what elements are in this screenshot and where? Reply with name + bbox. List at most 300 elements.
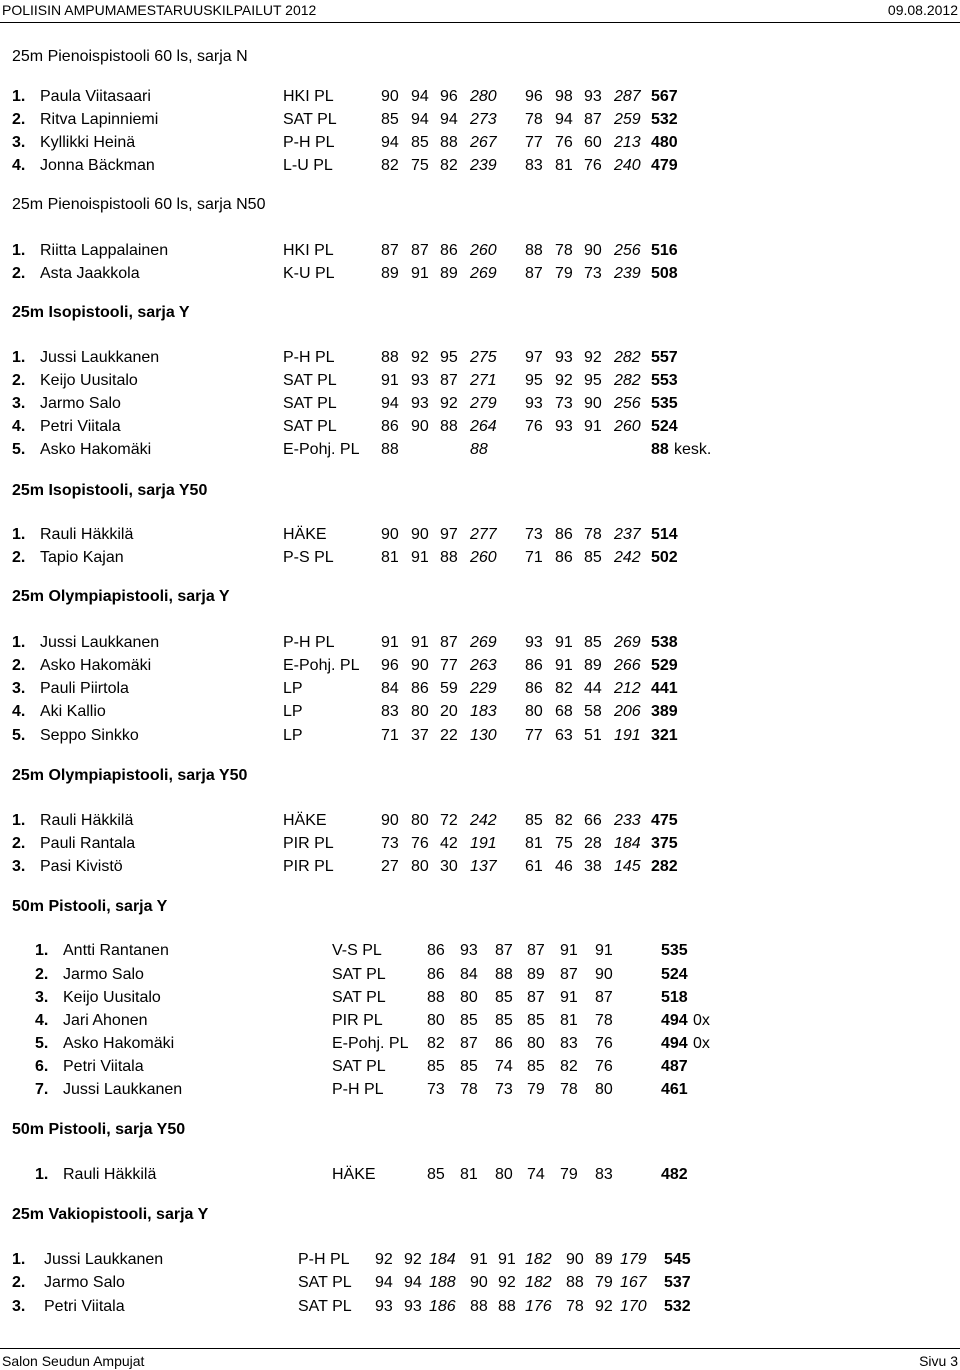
club: PIR PL	[332, 1012, 383, 1029]
total-score: 375	[651, 835, 678, 852]
section-title: 25m Olympiapistooli, sarja Y50	[12, 767, 248, 784]
series-score: 94	[404, 1274, 422, 1291]
series-score: 80	[427, 1012, 445, 1029]
subtotal: 273	[470, 111, 497, 128]
series-score: 81	[460, 1166, 478, 1183]
shooter-name: Asko Hakomäki	[40, 441, 152, 458]
series-score: 71	[525, 549, 543, 566]
series-score: 94	[411, 88, 429, 105]
series-score: 91	[411, 634, 429, 651]
series-score: 91	[498, 1251, 516, 1268]
series-score: 87	[584, 111, 602, 128]
series-score: 95	[440, 349, 458, 366]
series-score: 42	[440, 835, 458, 852]
series-score: 27	[381, 858, 399, 875]
series-score: 88	[440, 134, 458, 151]
series-score: 88	[381, 441, 399, 458]
score-note: 0x	[693, 1035, 710, 1052]
series-score: 90	[470, 1274, 488, 1291]
series-score: 91	[555, 657, 573, 674]
series-score: 86	[427, 942, 445, 959]
shooter-name: Tapio Kajan	[40, 549, 124, 566]
total-score: 529	[651, 657, 678, 674]
series-score: 92	[498, 1274, 516, 1291]
series-score: 68	[555, 703, 573, 720]
series-score: 82	[555, 680, 573, 697]
series-score: 66	[584, 812, 602, 829]
subtotal: 269	[614, 634, 641, 651]
series-score: 89	[440, 265, 458, 282]
subtotal: 88	[470, 441, 488, 458]
rank: 3.	[12, 1298, 26, 1315]
rank: 3.	[12, 680, 26, 697]
series-score: 96	[440, 88, 458, 105]
shooter-name: Jarmo Salo	[40, 395, 121, 412]
series-score: 82	[560, 1058, 578, 1075]
shooter-name: Petri Viitala	[44, 1298, 125, 1315]
series-score: 79	[527, 1081, 545, 1098]
series-score: 87	[595, 989, 613, 1006]
club: PIR PL	[283, 835, 334, 852]
series-score: 78	[525, 111, 543, 128]
series-score: 91	[381, 634, 399, 651]
club: PIR PL	[283, 858, 334, 875]
event-title: POLIISIN AMPUMAMESTARUUSKILPAILUT 2012	[2, 2, 317, 18]
series-score: 87	[440, 634, 458, 651]
subtotal: 184	[614, 835, 641, 852]
series-score: 60	[584, 134, 602, 151]
subtotal: 170	[620, 1298, 647, 1315]
club: SAT PL	[332, 1058, 386, 1075]
shooter-name: Keijo Uusitalo	[63, 989, 161, 1006]
subtotal: 184	[429, 1251, 456, 1268]
club: SAT PL	[283, 395, 337, 412]
series-score: 85	[527, 1012, 545, 1029]
series-score: 90	[411, 526, 429, 543]
series-score: 90	[411, 418, 429, 435]
series-score: 93	[411, 395, 429, 412]
subtotal: 239	[470, 157, 497, 174]
section-title: 50m Pistooli, sarja Y50	[12, 1121, 186, 1138]
rank: 1.	[12, 1251, 26, 1268]
subtotal: 229	[470, 680, 497, 697]
series-score: 88	[440, 418, 458, 435]
series-score: 46	[555, 858, 573, 875]
shooter-name: Paula Viitasaari	[40, 88, 151, 105]
series-score: 88	[498, 1298, 516, 1315]
shooter-name: Jonna Bäckman	[40, 157, 155, 174]
series-score: 94	[381, 134, 399, 151]
series-score: 73	[381, 835, 399, 852]
series-score: 92	[584, 349, 602, 366]
rank: 1.	[12, 242, 26, 259]
series-score: 92	[375, 1251, 393, 1268]
series-score: 74	[495, 1058, 513, 1075]
series-score: 91	[411, 549, 429, 566]
series-score: 90	[584, 242, 602, 259]
rank: 4.	[12, 703, 26, 720]
subtotal: 242	[470, 812, 497, 829]
subtotal: 266	[614, 657, 641, 674]
series-score: 89	[381, 265, 399, 282]
series-score: 90	[566, 1251, 584, 1268]
total-score: 535	[661, 942, 688, 959]
series-score: 88	[525, 242, 543, 259]
series-score: 85	[584, 634, 602, 651]
shooter-name: Rauli Häkkilä	[40, 526, 134, 543]
series-score: 28	[584, 835, 602, 852]
series-score: 85	[381, 111, 399, 128]
subtotal: 242	[614, 549, 641, 566]
series-score: 80	[525, 703, 543, 720]
club: E-Pohj. PL	[283, 441, 360, 458]
section-title: 25m Isopistooli, sarja Y	[12, 304, 190, 321]
subtotal: 233	[614, 812, 641, 829]
shooter-name: Rauli Häkkilä	[63, 1166, 157, 1183]
series-score: 94	[440, 111, 458, 128]
club: LP	[283, 680, 303, 697]
club: P-H PL	[298, 1251, 350, 1268]
subtotal: 191	[614, 727, 641, 744]
subtotal: 259	[614, 111, 641, 128]
rank: 1.	[35, 1166, 49, 1183]
subtotal: 282	[614, 349, 641, 366]
series-score: 89	[527, 966, 545, 983]
shooter-name: Rauli Häkkilä	[40, 812, 134, 829]
series-score: 88	[566, 1274, 584, 1291]
club: E-Pohj. PL	[332, 1035, 409, 1052]
total-score: 479	[651, 157, 678, 174]
section-title: 25m Olympiapistooli, sarja Y	[12, 588, 230, 605]
subtotal: 188	[429, 1274, 456, 1291]
total-score: 441	[651, 680, 678, 697]
series-score: 78	[584, 526, 602, 543]
series-score: 81	[381, 549, 399, 566]
series-score: 93	[555, 418, 573, 435]
series-score: 88	[470, 1298, 488, 1315]
series-score: 80	[411, 858, 429, 875]
series-score: 89	[584, 657, 602, 674]
rank: 1.	[12, 812, 26, 829]
club: P-H PL	[283, 134, 335, 151]
series-score: 83	[381, 703, 399, 720]
series-score: 73	[584, 265, 602, 282]
series-score: 72	[440, 812, 458, 829]
section-title: 25m Vakiopistooli, sarja Y	[12, 1206, 209, 1223]
total-score: 557	[651, 349, 678, 366]
series-score: 79	[560, 1166, 578, 1183]
series-score: 71	[381, 727, 399, 744]
shooter-name: Jussi Laukkanen	[63, 1081, 183, 1098]
series-score: 86	[411, 680, 429, 697]
series-score: 80	[527, 1035, 545, 1052]
page-number: Sivu 3	[919, 1353, 958, 1369]
rank: 3.	[12, 134, 26, 151]
subtotal: 145	[614, 858, 641, 875]
series-score: 92	[404, 1251, 422, 1268]
series-score: 96	[381, 657, 399, 674]
series-score: 85	[427, 1058, 445, 1075]
subtotal: 256	[614, 395, 641, 412]
total-score: 535	[651, 395, 678, 412]
rank: 4.	[12, 157, 26, 174]
total-score: 545	[664, 1251, 691, 1268]
series-score: 81	[525, 835, 543, 852]
series-score: 85	[525, 812, 543, 829]
series-score: 85	[584, 549, 602, 566]
club: E-Pohj. PL	[283, 657, 360, 674]
club: SAT PL	[283, 111, 337, 128]
subtotal: 282	[614, 372, 641, 389]
total-score: 502	[651, 549, 678, 566]
shooter-name: Jarmo Salo	[44, 1274, 125, 1291]
subtotal: 264	[470, 418, 497, 435]
rank: 4.	[35, 1012, 49, 1029]
rank: 5.	[12, 441, 26, 458]
rank: 2.	[12, 372, 26, 389]
series-score: 90	[584, 395, 602, 412]
subtotal: 280	[470, 88, 497, 105]
series-score: 59	[440, 680, 458, 697]
series-score: 75	[555, 835, 573, 852]
page-header	[0, 0, 960, 23]
series-score: 90	[381, 88, 399, 105]
series-score: 38	[584, 858, 602, 875]
total-score: 567	[651, 88, 678, 105]
subtotal: 167	[620, 1274, 647, 1291]
subtotal: 277	[470, 526, 497, 543]
series-score: 83	[595, 1166, 613, 1183]
shooter-name: Pauli Piirtola	[40, 680, 129, 697]
rank: 4.	[12, 418, 26, 435]
total-score: 475	[651, 812, 678, 829]
total-score: 389	[651, 703, 678, 720]
subtotal: 275	[470, 349, 497, 366]
total-score: 532	[651, 111, 678, 128]
series-score: 85	[495, 1012, 513, 1029]
series-score: 88	[381, 349, 399, 366]
subtotal: 176	[525, 1298, 552, 1315]
series-score: 84	[381, 680, 399, 697]
subtotal: 271	[470, 372, 497, 389]
club: HÄKE	[332, 1166, 376, 1183]
section-title: 50m Pistooli, sarja Y	[12, 898, 168, 915]
series-score: 91	[381, 372, 399, 389]
series-score: 87	[560, 966, 578, 983]
shooter-name: Jarmo Salo	[63, 966, 144, 983]
rank: 3.	[35, 989, 49, 1006]
series-score: 80	[411, 812, 429, 829]
club: LP	[283, 727, 303, 744]
club: P-H PL	[283, 349, 335, 366]
series-score: 86	[525, 680, 543, 697]
series-score: 93	[555, 349, 573, 366]
series-score: 93	[411, 372, 429, 389]
total-score: 487	[661, 1058, 688, 1075]
subtotal: 182	[525, 1251, 552, 1268]
series-score: 83	[560, 1035, 578, 1052]
series-score: 76	[555, 134, 573, 151]
series-score: 77	[525, 727, 543, 744]
rank: 1.	[35, 942, 49, 959]
series-score: 92	[411, 349, 429, 366]
series-score: 85	[460, 1058, 478, 1075]
total-score: 538	[651, 634, 678, 651]
shooter-name: Antti Rantanen	[63, 942, 169, 959]
club: K-U PL	[283, 265, 335, 282]
subtotal: 263	[470, 657, 497, 674]
total-score: 508	[651, 265, 678, 282]
series-score: 98	[555, 88, 573, 105]
series-score: 85	[427, 1166, 445, 1183]
rank: 6.	[35, 1058, 49, 1075]
series-score: 86	[495, 1035, 513, 1052]
shooter-name: Aki Kallio	[40, 703, 106, 720]
series-score: 76	[584, 157, 602, 174]
series-score: 80	[595, 1081, 613, 1098]
series-score: 51	[584, 727, 602, 744]
rank: 5.	[12, 727, 26, 744]
subtotal: 269	[470, 634, 497, 651]
club: SAT PL	[298, 1298, 352, 1315]
series-score: 85	[460, 1012, 478, 1029]
series-score: 85	[495, 989, 513, 1006]
subtotal: 256	[614, 242, 641, 259]
series-score: 73	[495, 1081, 513, 1098]
shooter-name: Riitta Lappalainen	[40, 242, 169, 259]
section-title: 25m Pienoispistooli 60 ls, sarja N50	[12, 196, 266, 213]
total-score: 494	[661, 1035, 688, 1052]
series-score: 82	[381, 157, 399, 174]
series-score: 37	[411, 727, 429, 744]
club: SAT PL	[332, 989, 386, 1006]
series-score: 80	[411, 703, 429, 720]
subtotal: 279	[470, 395, 497, 412]
page-footer	[0, 1348, 960, 1370]
subtotal: 186	[429, 1298, 456, 1315]
rank: 7.	[35, 1081, 49, 1098]
series-score: 75	[411, 157, 429, 174]
subtotal: 182	[525, 1274, 552, 1291]
shooter-name: Petri Viitala	[40, 418, 121, 435]
series-score: 97	[440, 526, 458, 543]
series-score: 96	[525, 88, 543, 105]
rank: 5.	[35, 1035, 49, 1052]
series-score: 77	[525, 134, 543, 151]
rank: 2.	[12, 657, 26, 674]
total-score: 553	[651, 372, 678, 389]
total-score: 461	[661, 1081, 688, 1098]
club: LP	[283, 703, 303, 720]
total-score: 532	[664, 1298, 691, 1315]
rank: 1.	[12, 349, 26, 366]
series-score: 91	[560, 989, 578, 1006]
series-score: 73	[525, 526, 543, 543]
series-score: 94	[381, 395, 399, 412]
series-score: 91	[470, 1251, 488, 1268]
total-score: 482	[661, 1166, 688, 1183]
shooter-name: Petri Viitala	[63, 1058, 144, 1075]
series-score: 87	[525, 265, 543, 282]
series-score: 76	[525, 418, 543, 435]
subtotal: 269	[470, 265, 497, 282]
series-score: 93	[460, 942, 478, 959]
club: SAT PL	[283, 418, 337, 435]
subtotal: 260	[470, 242, 497, 259]
series-score: 88	[495, 966, 513, 983]
series-score: 87	[381, 242, 399, 259]
series-score: 90	[595, 966, 613, 983]
shooter-name: Jussi Laukkanen	[44, 1251, 164, 1268]
series-score: 91	[411, 265, 429, 282]
series-score: 58	[584, 703, 602, 720]
club: HKI PL	[283, 242, 334, 259]
series-score: 86	[440, 242, 458, 259]
series-score: 79	[595, 1274, 613, 1291]
series-score: 95	[525, 372, 543, 389]
subtotal: 212	[614, 680, 641, 697]
series-score: 61	[525, 858, 543, 875]
series-score: 92	[555, 372, 573, 389]
series-score: 83	[525, 157, 543, 174]
series-score: 91	[584, 418, 602, 435]
series-score: 80	[460, 989, 478, 1006]
series-score: 87	[411, 242, 429, 259]
series-score: 87	[527, 942, 545, 959]
series-score: 87	[440, 372, 458, 389]
subtotal: 260	[470, 549, 497, 566]
series-score: 92	[440, 395, 458, 412]
series-score: 82	[427, 1035, 445, 1052]
footer-club: Salon Seudun Ampujat	[2, 1353, 145, 1369]
shooter-name: Asko Hakomäki	[40, 657, 152, 674]
rank: 2.	[12, 1274, 26, 1291]
rank: 3.	[12, 858, 26, 875]
subtotal: 260	[614, 418, 641, 435]
shooter-name: Jussi Laukkanen	[40, 349, 160, 366]
rank: 2.	[12, 265, 26, 282]
series-score: 85	[411, 134, 429, 151]
series-score: 76	[595, 1035, 613, 1052]
series-score: 92	[595, 1298, 613, 1315]
total-score: 524	[661, 966, 688, 983]
club: L-U PL	[283, 157, 333, 174]
rank: 1.	[12, 526, 26, 543]
series-score: 95	[584, 372, 602, 389]
series-score: 78	[566, 1298, 584, 1315]
series-score: 93	[375, 1298, 393, 1315]
series-score: 93	[404, 1298, 422, 1315]
section-title: 25m Isopistooli, sarja Y50	[12, 482, 208, 499]
series-score: 44	[584, 680, 602, 697]
club: HÄKE	[283, 812, 327, 829]
subtotal: 137	[470, 858, 497, 875]
total-score: 480	[651, 134, 678, 151]
subtotal: 287	[614, 88, 641, 105]
series-score: 87	[460, 1035, 478, 1052]
subtotal: 191	[470, 835, 497, 852]
shooter-name: Pauli Rantala	[40, 835, 136, 852]
series-score: 87	[527, 989, 545, 1006]
rank: 2.	[12, 835, 26, 852]
series-score: 76	[595, 1058, 613, 1075]
subtotal: 130	[470, 727, 497, 744]
series-score: 78	[555, 242, 573, 259]
shooter-name: Kyllikki Heinä	[40, 134, 136, 151]
series-score: 86	[381, 418, 399, 435]
club: P-S PL	[283, 549, 334, 566]
series-score: 86	[555, 549, 573, 566]
